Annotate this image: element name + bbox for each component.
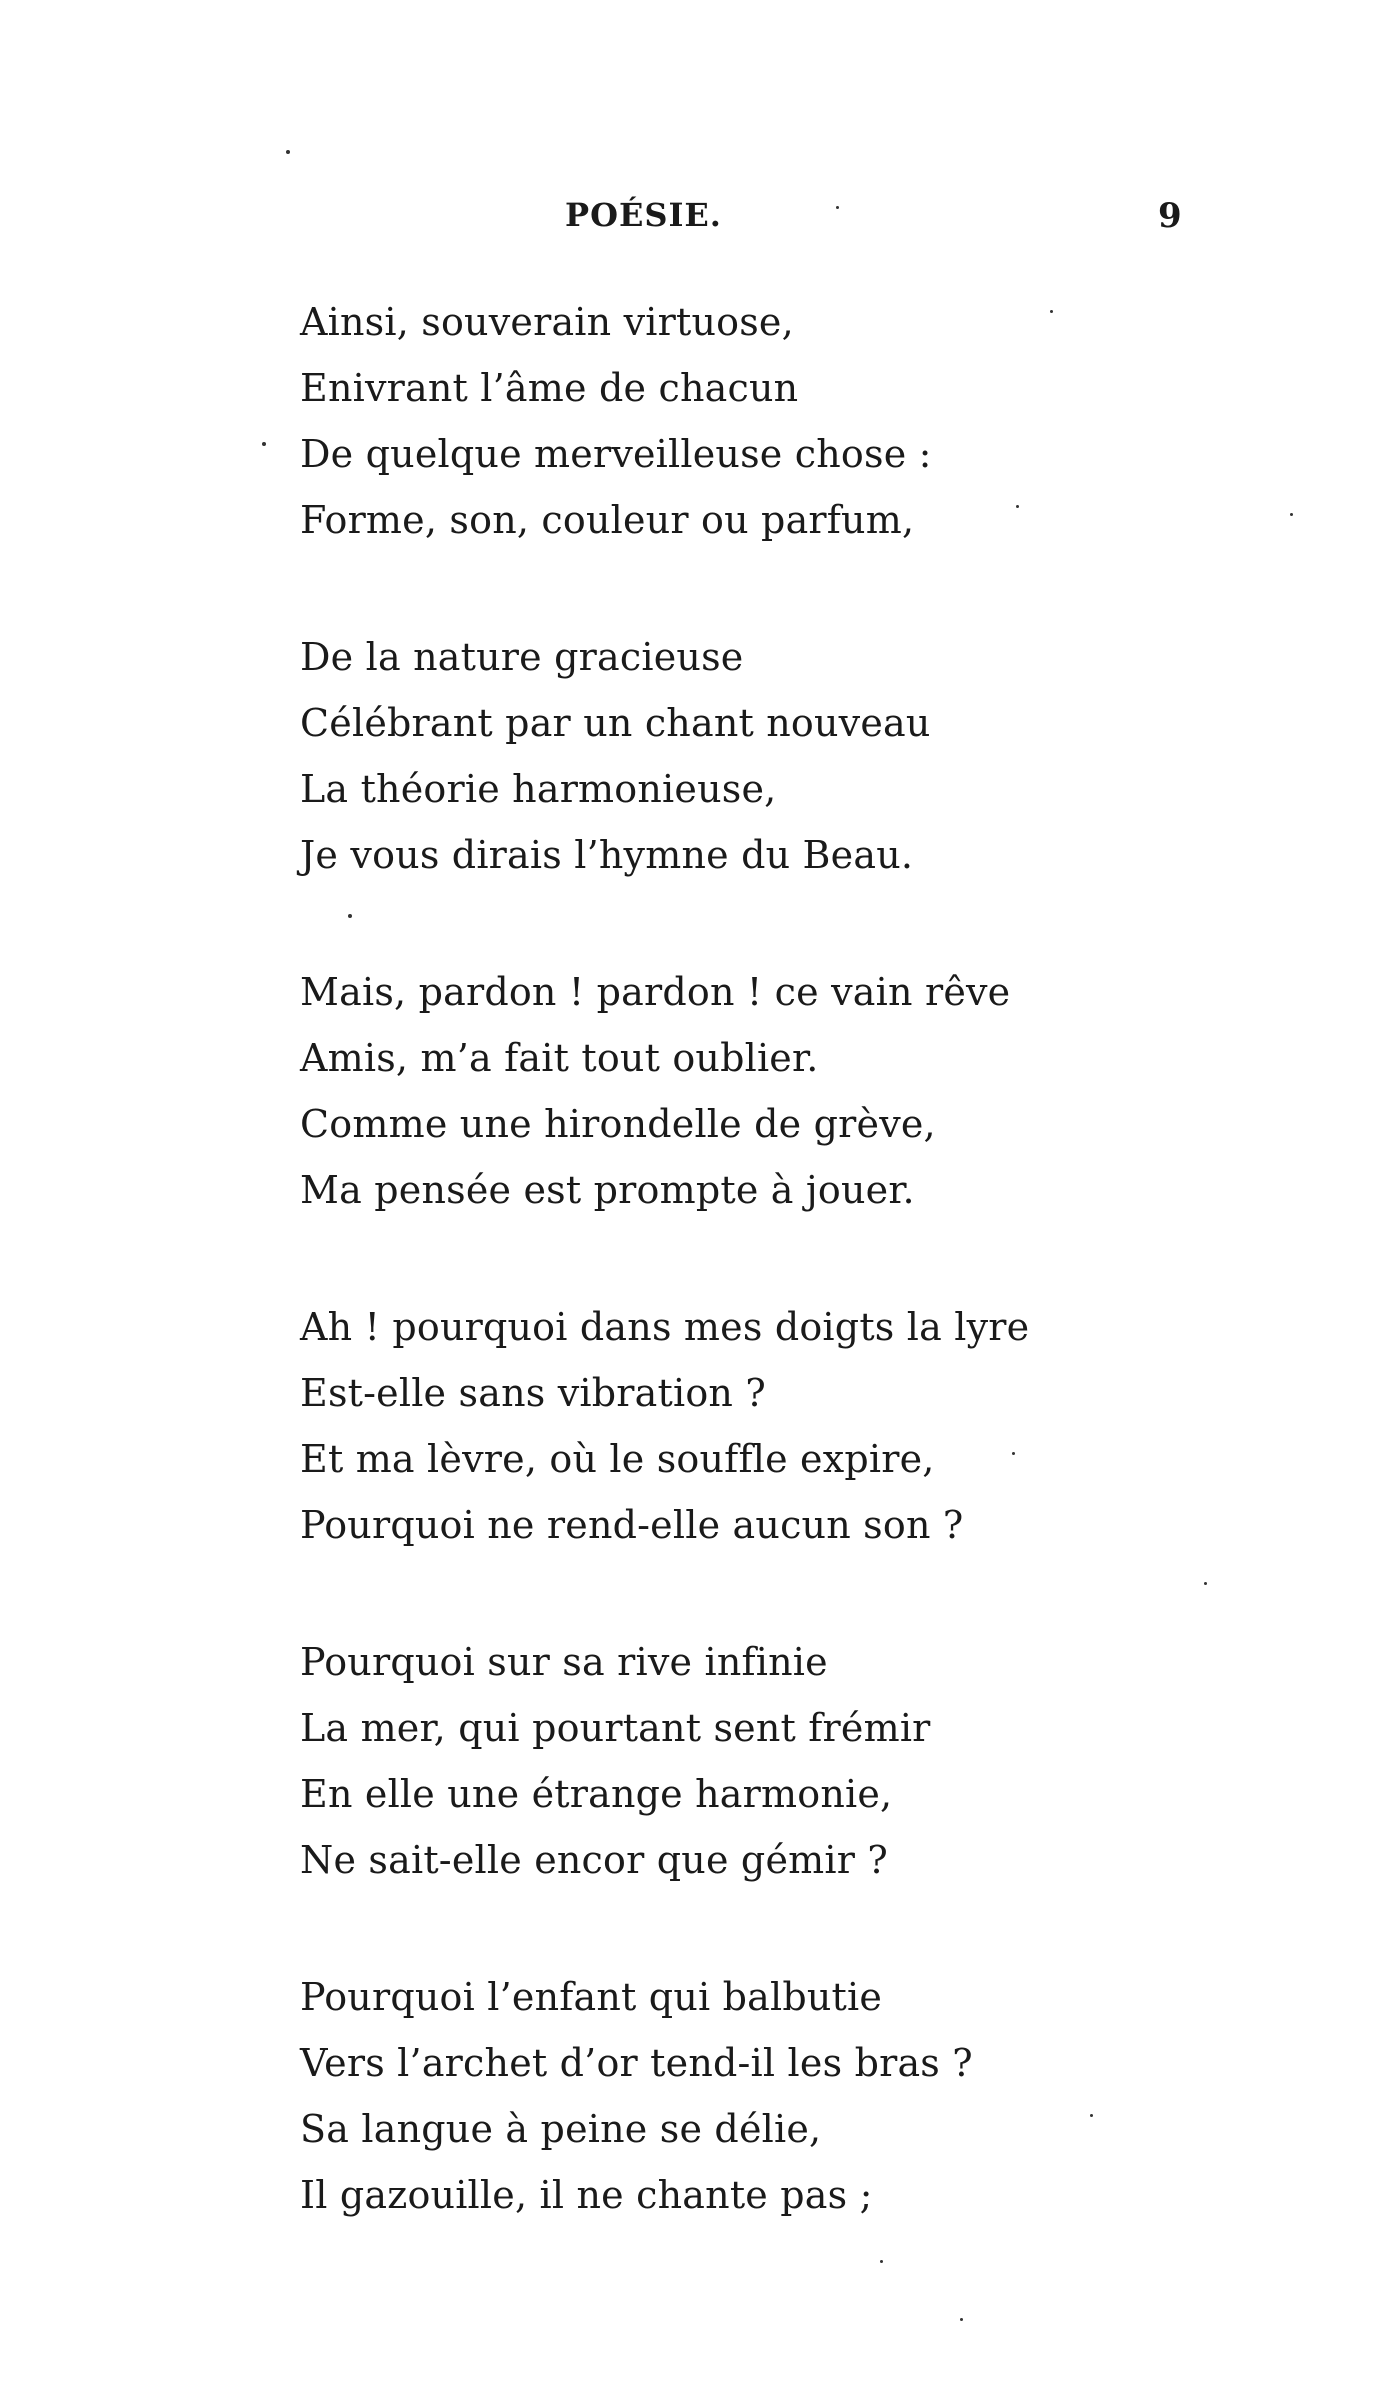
verse-line: Sa langue à peine se délie, xyxy=(300,2107,822,2151)
verse-line: Enivrant l’âme de chacun xyxy=(300,366,799,410)
scan-speck xyxy=(1204,1582,1207,1585)
stanza-2 xyxy=(300,624,1200,888)
verse-line: Pourquoi ne rend-elle aucun son ? xyxy=(300,1503,964,1547)
verse-line: Mais, pardon ! pardon ! ce vain rêve xyxy=(300,970,1011,1014)
verse-line: De la nature gracieuse xyxy=(300,635,744,679)
scan-speck xyxy=(1050,310,1053,313)
scan-speck xyxy=(286,150,290,154)
scan-speck xyxy=(348,914,352,918)
verse-line: Ainsi, souverain virtuose, xyxy=(300,300,794,344)
verse-line: En elle une étrange harmonie, xyxy=(300,1772,893,1816)
verse-line: Forme, son, couleur ou parfum, xyxy=(300,498,915,542)
stanza-5 xyxy=(300,1629,1200,1893)
verse-line: Célébrant par un chant nouveau xyxy=(300,701,931,745)
verse-line: La théorie harmonieuse, xyxy=(300,767,777,811)
scan-speck xyxy=(262,442,266,446)
stanza-6 xyxy=(300,1964,1200,2228)
verse-line: Il gazouille, il ne chante pas ; xyxy=(300,2173,873,2217)
verse-line: Et ma lèvre, où le souffle expire, xyxy=(300,1437,935,1481)
verse-line: Amis, m’a fait tout oublier. xyxy=(300,1036,819,1080)
stanza-4 xyxy=(300,1294,1200,1558)
running-title: POÉSIE. xyxy=(565,196,722,234)
verse-line: Vers l’archet d’or tend-il les bras ? xyxy=(300,2041,973,2085)
scan-speck xyxy=(880,2260,883,2263)
verse-line: Ah ! pourquoi dans mes doigts la lyre xyxy=(300,1305,1030,1349)
verse-line: Est-elle sans vibration ? xyxy=(300,1371,766,1415)
verse-line: La mer, qui pourtant sent frémir xyxy=(300,1706,931,1750)
verse-line: Comme une hirondelle de grève, xyxy=(300,1102,936,1146)
scan-speck xyxy=(1016,505,1019,508)
scan-speck xyxy=(836,206,839,209)
stanza-3 xyxy=(300,959,1200,1223)
scan-speck xyxy=(1012,1452,1015,1455)
verse-line: Je vous dirais l’hymne du Beau. xyxy=(300,833,914,877)
scan-speck xyxy=(1290,513,1293,516)
verse-line: Pourquoi l’enfant qui balbutie xyxy=(300,1975,883,2019)
verse-line: Ma pensée est prompte à jouer. xyxy=(300,1168,915,1212)
stanza-1 xyxy=(300,289,1200,553)
scan-speck xyxy=(1090,2114,1093,2117)
page-number: 9 xyxy=(1158,196,1182,236)
verse-line: Pourquoi sur sa rive infinie xyxy=(300,1640,828,1684)
verse-line: Ne sait-elle encor que gémir ? xyxy=(300,1838,888,1882)
running-head xyxy=(0,196,1393,256)
poem xyxy=(300,289,1200,2299)
verse-line: De quelque merveilleuse chose : xyxy=(300,432,932,476)
scan-speck xyxy=(960,2318,963,2321)
